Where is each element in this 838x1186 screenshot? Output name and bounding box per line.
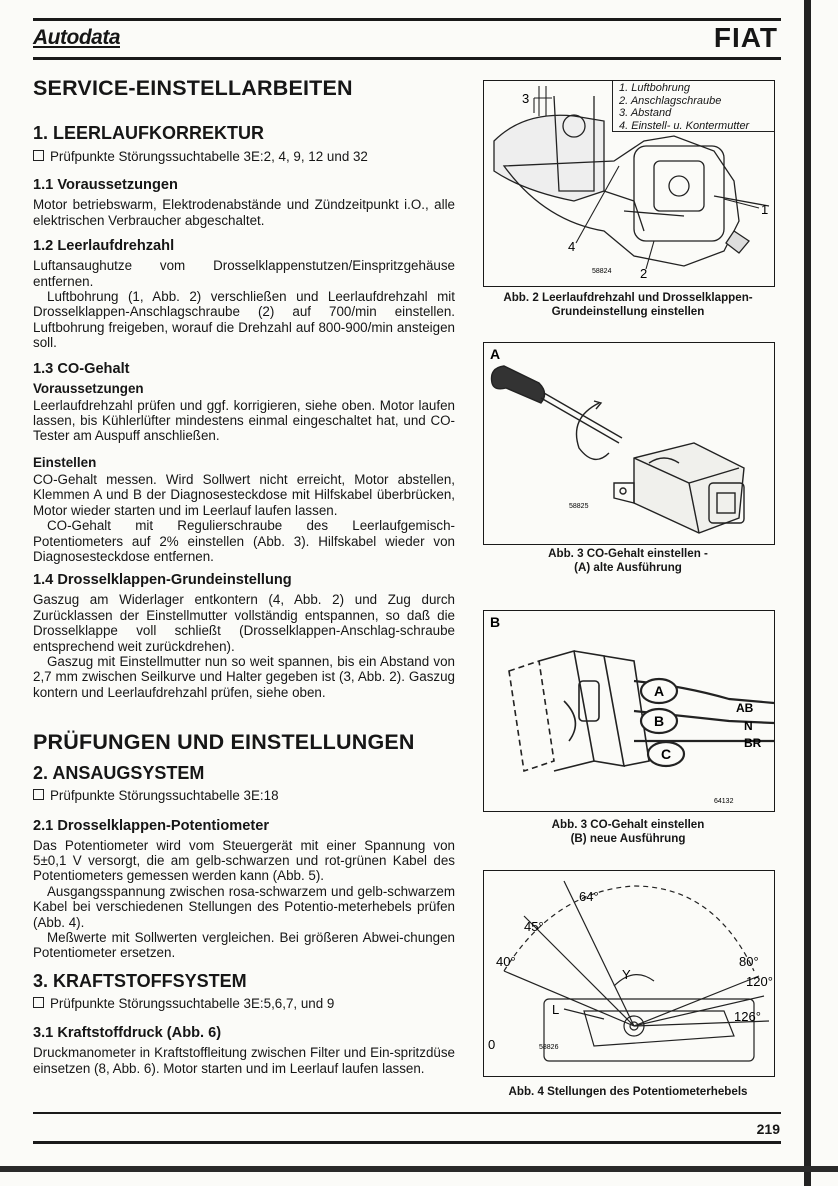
figure-letter-a: A [490, 346, 501, 362]
page-number: 219 [756, 1121, 780, 1137]
caption-abb3a: Abb. 3 CO-Gehalt einstellen - (A) alte Ausführung [548, 547, 708, 574]
header-top-rule [33, 18, 781, 21]
angle-40-label: 40° [496, 954, 516, 969]
checklist-3: Prüfpunkte Störungssuchtabelle 3E:5,6,7, und 9 [33, 996, 455, 1011]
subheading-voraussetzungen: Voraussetzungen [33, 380, 144, 396]
heading-potentiometer: 2.1 Drosselklappen-Potentiometer [33, 817, 270, 834]
figure-letter-b: B [490, 614, 501, 630]
figure-code-abb4: 58826 [539, 1044, 559, 1051]
para-co-3: CO-Gehalt mit Regulierschraube des Leerlaufgemisch-Potentiometers auf 2% einstellen (Abb. 3). Hilfskabel wieder von Diagnosesteckdose entfernen. [33, 518, 455, 564]
subheading-einstellen: Einstellen [33, 454, 97, 470]
legend-abb2: 1. Luftbohrung 2. Anschlagschraube 3. Abstand 4. Einstell- u. Kontermutter [619, 82, 750, 132]
para-co-2: CO-Gehalt messen. Wird Sollwert nicht erreicht, Motor abstellen, Klemmen A und B der Diagnosesteckdose mit Hilfskabel überbrücken, Motor wieder starten und im Leerlauf laufen lassen. [33, 471, 455, 518]
brand-logo: Autodata [33, 26, 120, 49]
screwdriver-connector-drawing [484, 343, 774, 544]
caption-abb3b: Abb. 3 CO-Gehalt einstellen (B) neue Ausführung [551, 818, 705, 845]
wire-br-label: BR [744, 736, 762, 750]
make-title: FIAT [713, 22, 778, 53]
heading-kraftstoffdruck: 3.1 Kraftstoffdruck (Abb. 6) [33, 1025, 222, 1042]
para-poti-2: Ausgangsspannung zwischen rosa-schwarzem und gelb-schwarzem Kabel bei verschiedenen Stellungen des Potentio-meterhebels prüfen (Abb. 4). [33, 883, 455, 930]
figure-abb3a [483, 342, 775, 545]
heading-kraftstoffsystem: 3. KRAFTSTOFFSYSTEM [33, 970, 247, 991]
para-voraussetzungen: Motor betriebswarm, Elektrodenabstände und Zündzeitpunkt i.O., alle elektrischen Verbraucher abgeschaltet. [33, 197, 455, 228]
figure-code-abb3a: 58825 [569, 503, 589, 510]
wire-n-label: N [744, 719, 753, 733]
para-poti-3: Meßwerte mit Sollwerten vergleichen. Bei größeren Abwei-chungen Potentiometer ersetzen. [33, 930, 455, 961]
heading-service: SERVICE-EINSTELLARBEITEN [33, 76, 353, 100]
main-text-column [33, 76, 455, 1076]
label-zero: 0 [488, 1037, 496, 1052]
angle-64-label: 64° [579, 889, 599, 904]
angle-120-label: 120° [746, 974, 773, 989]
figure-code-abb2: 58824 [592, 268, 612, 275]
checklist-1: Prüfpunkte Störungssuchtabelle 3E:2, 4, 9, 12 und 32 [33, 149, 455, 164]
checkbox-icon [33, 997, 44, 1008]
potentiometer-lever-drawing [484, 871, 774, 1076]
figure-code-abb3b: 64132 [714, 798, 734, 805]
para-druck-1: Druckmanometer in Kraftstoffleitung zwischen Filter und Ein-spritzdüse einsetzen (8, Abb. 6). Motor starten und im Leerlauf laufen lassen. [33, 1045, 455, 1076]
heading-voraussetzungen: 1.1 Voraussetzungen [33, 177, 178, 194]
label-1: 1 [761, 202, 769, 217]
heading-pruefungen: PRÜFUNGEN UND EINSTELLUNGEN [33, 730, 415, 755]
figure-abb4 [483, 870, 775, 1077]
heading-co-gehalt: 1.3 CO-Gehalt [33, 360, 130, 377]
angle-80-label: 80° [739, 954, 759, 969]
label-2: 2 [640, 266, 648, 281]
checklist-2: Prüfpunkte Störungssuchtabelle 3E:18 [33, 788, 455, 803]
heading-drosselklappe: 1.4 Drosselklappen-Grundeinstellung [33, 572, 292, 589]
para-co-1: Leerlaufdrehzahl prüfen und ggf. korrigieren, siehe oben. Motor laufen lassen, bis Kühlerlüfter mindestens einmal eingeschaltet hat, und CO-Tester am Auspuff anschließen. [33, 397, 455, 444]
page-edge-bar [804, 0, 811, 1186]
para-drossel-1: Gaszug am Widerlager entkontern (4, Abb. 2) und Zug durch Zurücklassen der Einstellmutter vollständig entspannen, so daß die Drosselklappe voll schließt (Drosselklappen-Anschlag-schraube entsprechend weit zurückdrehen). [33, 592, 455, 654]
figure-abb3b [483, 610, 775, 812]
checkbox-icon [33, 150, 44, 161]
scan-bottom-bar [0, 1166, 838, 1172]
heading-leerlauf: 1. LEERLAUFKORREKTUR [33, 123, 265, 143]
pin-c-label: C [661, 746, 672, 762]
footer-rule-2 [33, 1141, 781, 1144]
heading-ansaugsystem: 2. ANSAUGSYSTEM [33, 763, 205, 784]
footer-rule-1 [33, 1112, 781, 1114]
para-drossel-2: Gaszug mit Einstellmutter nun so weit spannen, bis ein Abstand von 2,7 mm zwischen Seilkurve und Halter gegeben ist (3, Abb. 2). Gaszug kontern und Leerlaufdrehzahl prüfen, siehe oben. [33, 653, 455, 700]
wire-ab-label: AB [736, 701, 754, 715]
heading-leerlaufdrehzahl: 1.2 Leerlaufdrehzahl [33, 238, 175, 255]
pin-b-label: B [654, 713, 665, 729]
angle-45-label: 45° [524, 919, 544, 934]
para-leerlauf-1: Luftansaughutze vom Drosselklappenstutzen/Einspritzgehäuse entfernen. [33, 258, 455, 289]
label-4: 4 [568, 239, 576, 254]
caption-abb2: Abb. 2 Leerlaufdrehzahl und Drosselklappen- Grundeinstellung einstellen [503, 291, 753, 318]
figure-abb2 [483, 80, 775, 287]
para-leerlauf-2: Luftbohrung (1, Abb. 2) verschließen und Leerlaufdrehzahl mit Drosselklappen-Anschlagschraube (2) auf 700/min einstellen. Luftbohrung freigeben, worauf die Drehzahl auf 800-900/min ansteigen soll. [33, 289, 455, 351]
pin-a-label: A [654, 683, 665, 699]
para-poti-1: Das Potentiometer wird vom Steuergerät mit einer Spannung von 5±0,1 V versorgt, die am gelb-schwarzen und rot-grünen Kabel des Potentiometers gemessen werden kann (Abb. 5). [33, 837, 455, 884]
header-bottom-rule [33, 57, 781, 60]
label-l: L [552, 1002, 560, 1017]
label-y: Y [622, 967, 631, 982]
diagnostic-socket-drawing [484, 611, 774, 811]
angle-126-label: 126° [734, 1009, 761, 1024]
checkbox-icon [33, 789, 44, 800]
caption-abb4: Abb. 4 Stellungen des Potentiometerhebels [508, 1085, 748, 1098]
label-3: 3 [522, 91, 530, 106]
